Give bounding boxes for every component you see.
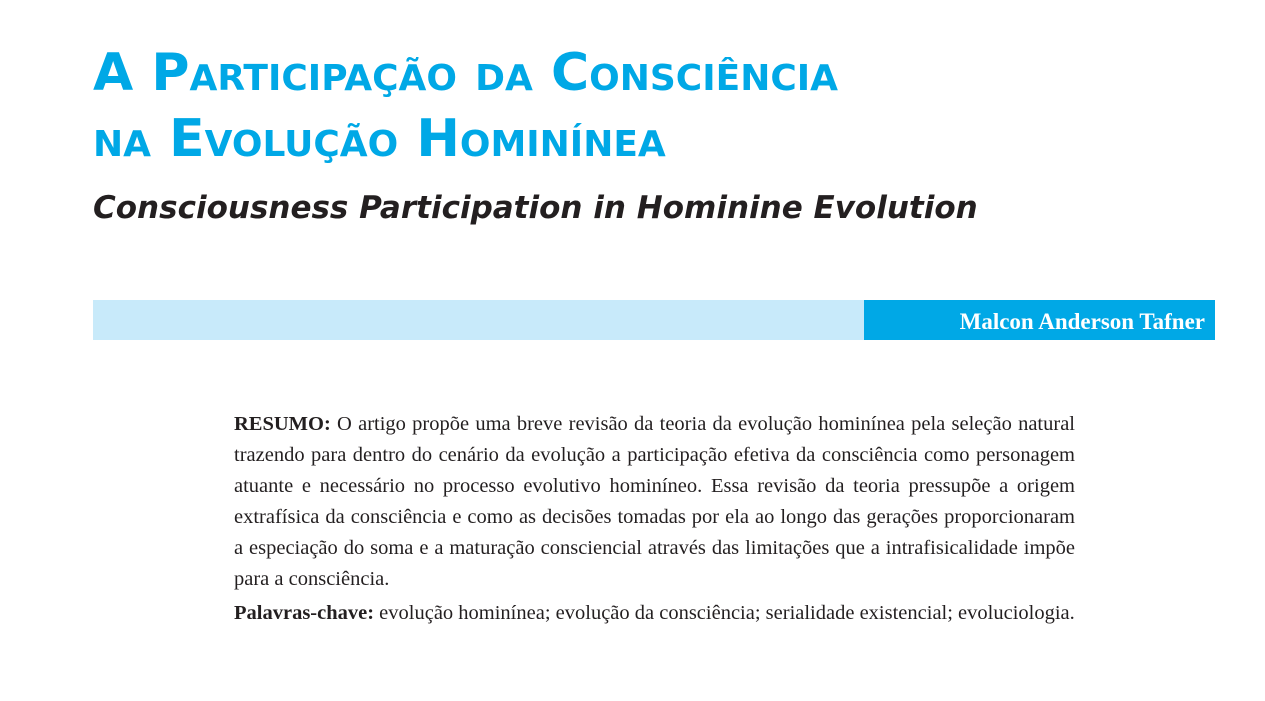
abstract-block bbox=[234, 409, 1075, 629]
article-title-line-1: A Participação da Consciência bbox=[93, 43, 838, 103]
abstract-text: O artigo propõe uma breve revisão da teoria da evolução hominínea pela seleção natural trazendo para dentro do cenário da evolução a participação efetiva da consciência como personagem atuante e necessário no processo evolutivo hominíneo. Essa revisão da teoria pressupõe a origem extrafísica da consciência e como as decisões tomadas por ela ao longo das gerações proporcionaram a especiação do soma e a maturação consciencial através das limitações que a intrafisicalidade impõe para a consciência. bbox=[234, 413, 1075, 590]
abstract-label: RESUMO: bbox=[234, 413, 331, 435]
author-name: Malcon Anderson Tafner bbox=[959, 309, 1205, 334]
keywords-label: Palavras-chave: bbox=[234, 602, 375, 624]
keywords-paragraph bbox=[234, 598, 1075, 629]
author-box bbox=[864, 300, 1215, 340]
keywords-text: evolução hominínea; evolução da consciência; serialidade existencial; evoluciologia. bbox=[374, 602, 1075, 624]
author-bar bbox=[93, 300, 1215, 340]
article-title bbox=[93, 40, 838, 172]
abstract-paragraph bbox=[234, 409, 1075, 595]
article-subtitle: Consciousness Participation in Hominine Evolution bbox=[93, 190, 978, 226]
article-title-line-2: na Evolução Hominínea bbox=[93, 109, 666, 169]
